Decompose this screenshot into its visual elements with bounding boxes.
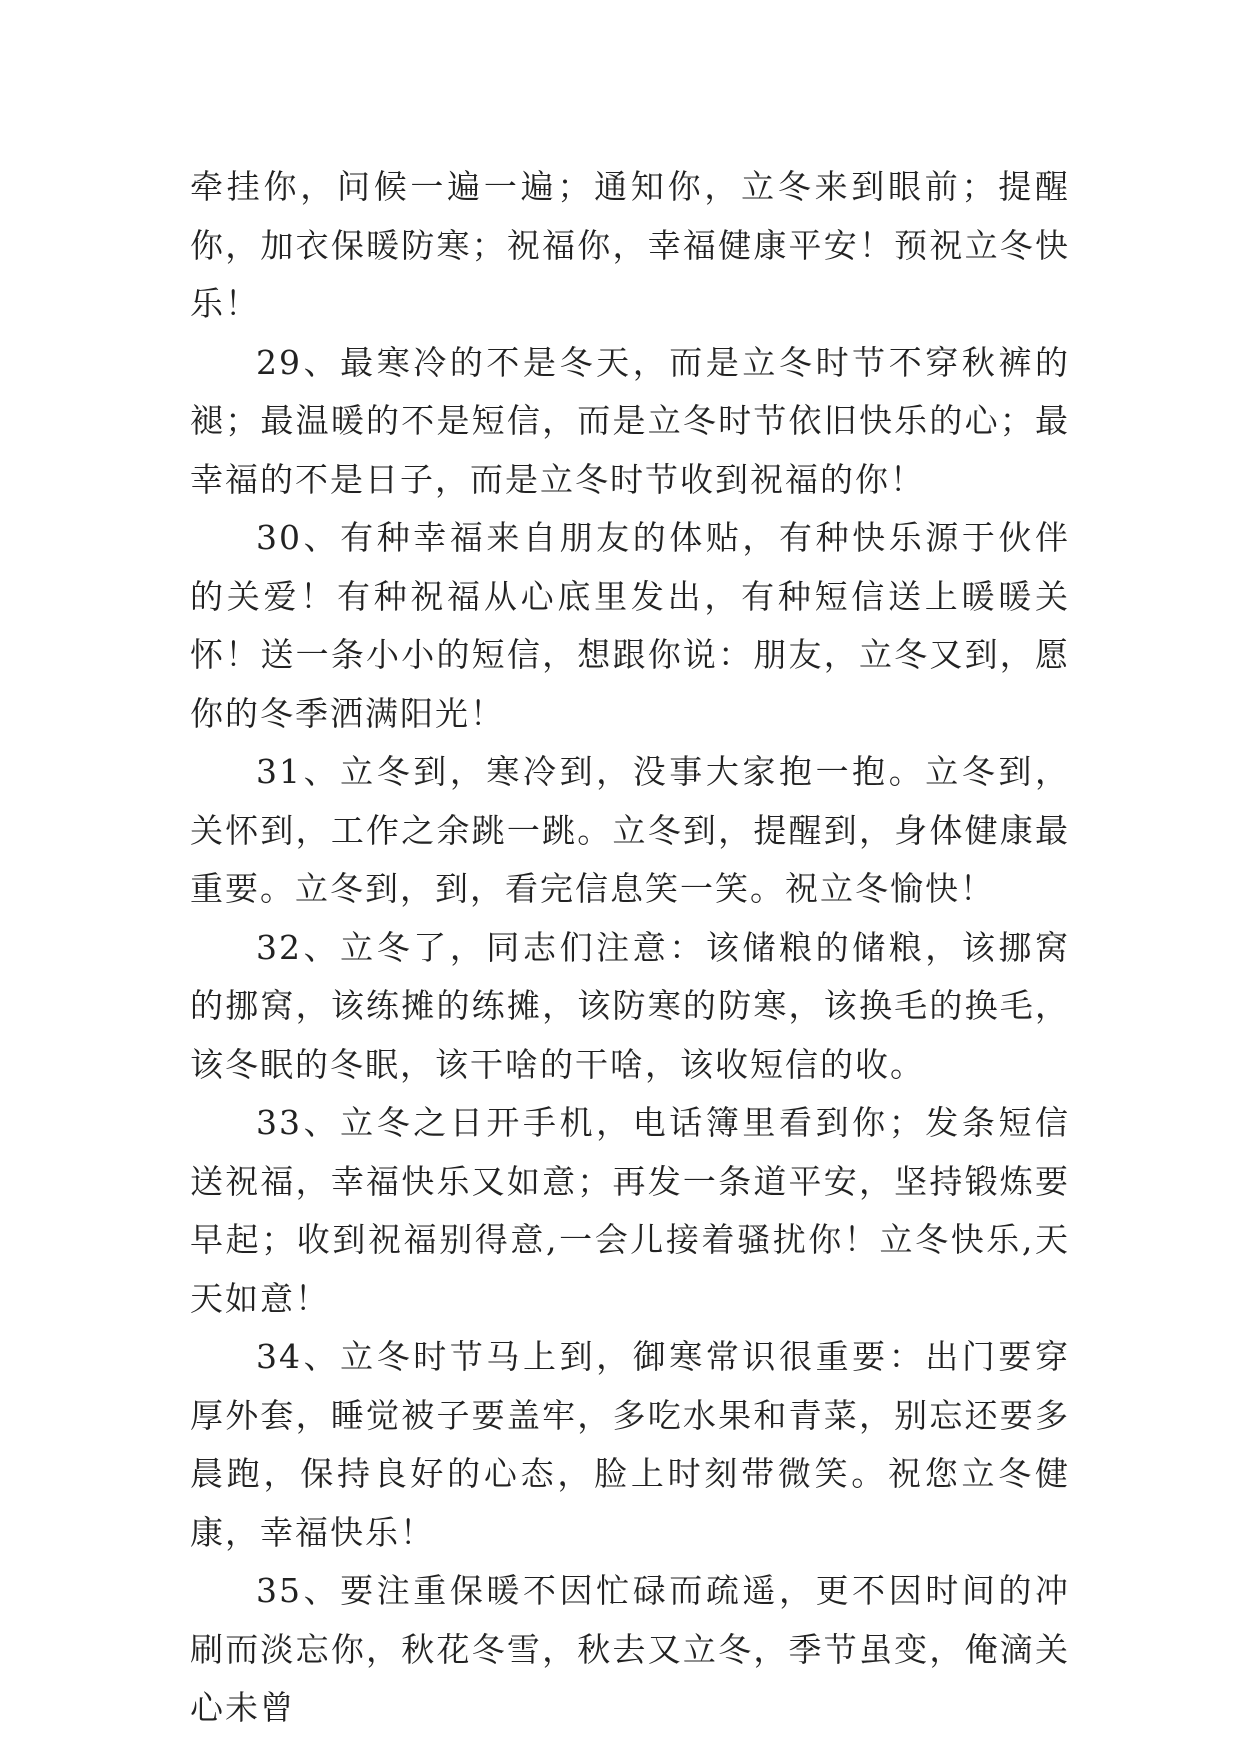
paragraph-32: 32、立冬了，同志们注意：该储粮的储粮，该挪窝的挪窝，该练摊的练摊，该防寒的防寒，该换毛的换毛，该冬眠的冬眠，该干啥的干啥，该收短信的收。	[190, 927, 1070, 1084]
document-body	[190, 158, 1070, 1738]
paragraph-30: 30、有种幸福来自朋友的体贴，有种快乐源于伙伴的关爱！有种祝福从心底里发出，有种短信送上暖暖关怀！送一条小小的短信，想跟你说：朋友，立冬又到，愿你的冬季洒满阳光！	[190, 518, 1070, 733]
paragraph-31: 31、立冬到，寒冷到，没事大家抱一抱。立冬到，关怀到，工作之余跳一跳。立冬到，提醒到，身体健康最重要。立冬到，到，看完信息笑一笑。祝立冬愉快！	[190, 752, 1070, 908]
paragraph-29: 29、最寒冷的不是冬天，而是立冬时节不穿秋裤的褪；最温暖的不是短信，而是立冬时节依旧快乐的心；最幸福的不是日子，而是立冬时节收到祝福的你！	[190, 342, 1070, 499]
paragraph-34: 34、立冬时节马上到，御寒常识很重要：出门要穿厚外套，睡觉被子要盖牢，多吃水果和青菜，别忘还要多晨跑，保持良好的心态，脸上时刻带微笑。祝您立冬健康，幸福快乐！	[190, 1337, 1070, 1552]
paragraph-33: 33、立冬之日开手机，电话簿里看到你；发条短信送祝福，幸福快乐又如意；再发一条道平安，坚持锻炼要早起；收到祝福别得意,一会儿接着骚扰你！立冬快乐,天天如意！	[190, 1103, 1070, 1318]
paragraph-continuation: 牵挂你，问候一遍一遍；通知你，立冬来到眼前；提醒你，加衣保暖防寒；祝福你，幸福健康平安！预祝立冬快乐！	[190, 167, 1070, 323]
paragraph-35: 35、要注重保暖不因忙碌而疏遥，更不因时间的冲刷而淡忘你，秋花冬雪，秋去又立冬，季节虽变，俺滴关心未曾	[190, 1571, 1070, 1727]
